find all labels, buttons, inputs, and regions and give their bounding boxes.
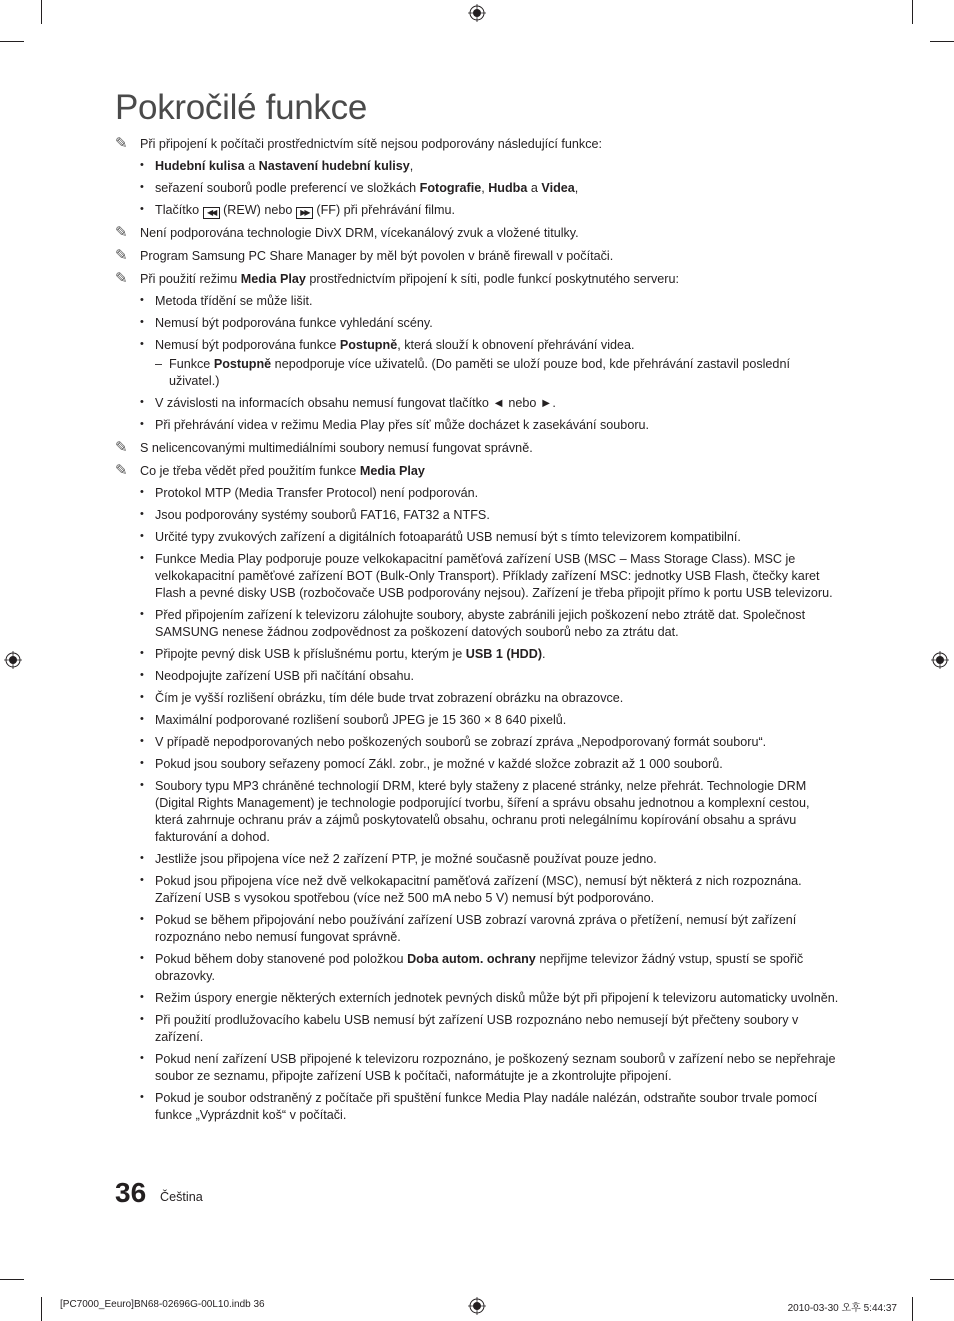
note-text: Není podporována technologie DivX DRM, vícekanálový zvuk a vložené titulky. (140, 226, 579, 240)
pencil-note-icon: ✎ (115, 439, 128, 456)
list-item: • Připojte pevný disk USB k příslušnému portu, kterým je USB 1 (HDD). (140, 647, 546, 661)
page-number: 36 (115, 1177, 147, 1208)
list-item: • Při přehrávání videa v režimu Media Play přes síť může docházet k zasekávání souboru. (140, 418, 650, 432)
sub-item: – Funkce Postupně nepodporuje více uživatelů. (Do paměti se uloží pouze bod, kde přehrávání zastavil poslední uživatel.) (155, 357, 790, 388)
note-item (115, 225, 840, 242)
list-item: • Funkce Media Play podporuje pouze velkokapacitní paměťová zařízení USB (MSC – Mass Storage Class). MSC je velkokapacitní paměťové zařízení BOT (Bulk-Only Transport). Příklady zařízení MSC: jednotky USB Flash, čtečky karet Flash a pevné disky USB (rozbočovače USB podporovány nejsou). Zařízení je třeba připojit přímo k portu USB televizoru. (140, 552, 833, 600)
list-item: • Pokud jsou připojena více než dvě velkokapacitní paměťová zařízení (MSC), nemusí být některá z nich rozpoznána. Zařízení USB s vysokou spotřebou (více než 500 mA nebo 5 V) nemusí být podporováno. (140, 874, 802, 905)
note-text: S nelicencovanými multimediálními soubory nemusí fungovat správně. (140, 441, 533, 455)
crop-mark (912, 1297, 913, 1321)
pencil-note-icon: ✎ (115, 462, 128, 479)
list-item: • Nemusí být podporována funkce Postupně, která slouží k obnovení přehrávání videa. (140, 338, 635, 352)
page-language: Čeština (160, 1190, 203, 1204)
registration-mark-icon (4, 651, 22, 669)
registration-mark-icon (468, 4, 486, 22)
note-item (115, 136, 840, 153)
pencil-note-icon: ✎ (115, 270, 128, 287)
registration-mark-icon (468, 1297, 486, 1315)
note-item (115, 463, 840, 480)
crop-mark (930, 1279, 954, 1280)
print-slug-file: [PC7000_Eeuro]BN68-02696G-00L10.indb 36 (60, 1299, 265, 1310)
content-area (115, 136, 840, 1124)
crop-mark (930, 41, 954, 42)
list-item: • Jsou podporovány systémy souborů FAT16, FAT32 a NTFS. (140, 508, 490, 522)
list-item: • Nemusí být podporována funkce vyhledání scény. (140, 316, 433, 330)
list-item: • Tlačítko ◀◀ (REW) nebo ▶▶ (FF) při přehrávání filmu. (140, 203, 455, 217)
crop-mark (0, 41, 24, 42)
list-item: • Pokud je soubor odstraněný z počítače při spuštění funkce Media Play nadále nalézán, odstraňte soubor trvale pomocí funkce „Vyprázdnit koš“ v počítači. (140, 1091, 818, 1122)
note-text: Program Samsung PC Share Manager by měl být povolen v bráně firewall v počítači. (140, 249, 614, 263)
note-text: Co je třeba vědět před použitím funkce Media Play (140, 464, 425, 478)
list-item: • Pokud jsou soubory seřazeny pomocí Zákl. zobr., je možné v každé složce zobrazit až 1 000 souborů. (140, 757, 723, 771)
ff-button-icon: ▶▶ (296, 207, 313, 219)
pencil-note-icon: ✎ (115, 224, 128, 241)
note-text: Při připojení k počítači prostřednictvím sítě nejsou podporovány následující funkce: (140, 137, 603, 151)
list-item: • seřazení souborů podle preferencí ve složkách Fotografie, Hudba a Videa, (140, 181, 579, 195)
list-item: • Pokud není zařízení USB připojené k televizoru rozpoznáno, je poškozený seznam souborů v zařízení nebo se nepřehraje soubor ze seznamu, připojte zařízení USB k počítači, naformátujte je a zkontrolujte připojení. (140, 1052, 836, 1083)
pencil-note-icon: ✎ (115, 135, 128, 152)
list-item: • Při použití prodlužovacího kabelu USB nemusí být zařízení USB rozpoznáno nebo nemusejí být přečteny soubory v zařízení. (140, 1013, 799, 1044)
list-item: • Určité typy zvukových zařízení a digitálních fotoaparátů USB nemusí být s tímto televizorem kompatibilní. (140, 530, 741, 544)
note-item (115, 248, 840, 265)
crop-mark (41, 0, 42, 24)
crop-mark (41, 1297, 42, 1321)
list-item: • V případě nepodporovaných nebo poškozených souborů se zobrazí zpráva „Nepodporovaný formát souboru“. (140, 735, 767, 749)
list-item: • Protokol MTP (Media Transfer Protocol) není podporován. (140, 486, 479, 500)
note-text: Při použití režimu Media Play prostřednictvím připojení k síti, podle funkcí poskytnutého serveru: (140, 272, 679, 286)
note-item (115, 440, 840, 457)
list-item: • Pokud během doby stanovené pod položkou Doba autom. ochrany nepřijme televizor žádný vstup, spustí se spořič obrazovky. (140, 952, 804, 983)
print-slug-date: 2010-03-30 오후 5:44:37 (787, 1303, 897, 1314)
crop-mark (912, 0, 913, 24)
list-item: • Před připojením zařízení k televizoru zálohujte soubory, abyste zabránili jejich poškození nebo ztrátě dat. Společnost SAMSUNG nenese žádnou zodpovědnost za poškození datových souborů nebo za ztrátu dat. (140, 608, 806, 639)
list-item: • Hudební kulisa a Nastavení hudební kulisy, (140, 159, 414, 173)
list-item: • Maximální podporované rozlišení souborů JPEG je 15 360 × 8 640 pixelů. (140, 713, 567, 727)
pencil-note-icon: ✎ (115, 247, 128, 264)
list-item: • Neodpojujte zařízení USB při načítání obsahu. (140, 669, 415, 683)
list-item: • V závislosti na informacích obsahu nemusí fungovat tlačítko ◄ nebo ►. (140, 396, 556, 410)
list-item: • Režim úspory energie některých externích jednotek pevných disků může být při připojení k televizoru automaticky uvolněn. (140, 991, 839, 1005)
list-item: • Soubory typu MP3 chráněné technologií DRM, které byly staženy z placené stránky, nelze přehrát. Technologie DRM (Digital Rights Management) je technologie podporující tvorbu, šíření a správu obsahu jednotnou a komplexní cestou, která zahrnuje ochranu práv a zájmů poskytovatelů obsahu, ochranu proti nelegálnímu kopírování obsahu a správu fakturování a dohod. (140, 779, 810, 844)
registration-mark-icon (931, 651, 949, 669)
list-item: • Pokud se během připojování nebo používání zařízení USB zobrazí varovná zpráva o přetížení, nemusí být zařízení rozpoznáno nebo nemusí fungovat správně. (140, 913, 797, 944)
rew-button-icon: ◀◀ (203, 207, 220, 219)
list-item: • Metoda třídění se může lišit. (140, 294, 313, 308)
list-item: • Jestliže jsou připojena více než 2 zařízení PTP, je možné současně používat pouze jedno. (140, 852, 657, 866)
note-item (115, 271, 840, 288)
page-title: Pokročilé funkce (115, 88, 367, 127)
list-item: • Čím je vyšší rozlišení obrázku, tím déle bude trvat zobrazení obrázku na obrazovce. (140, 691, 624, 705)
crop-mark (0, 1279, 24, 1280)
